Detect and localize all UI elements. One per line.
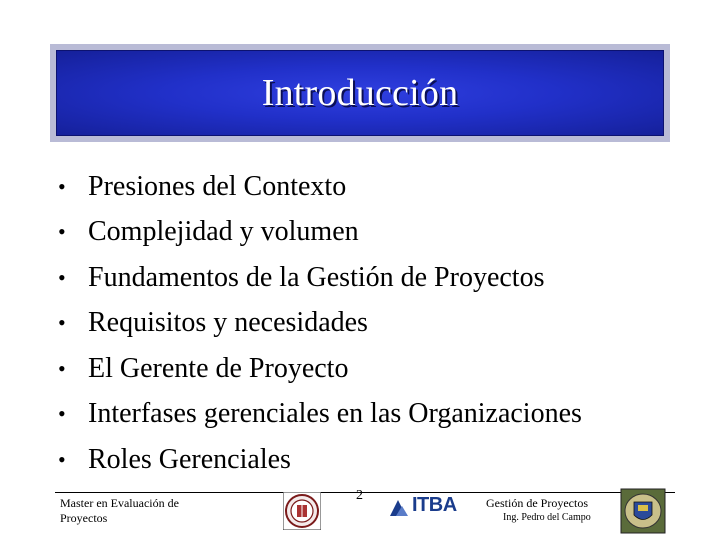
itba-logo-text: ITBA [412,494,457,516]
bullet-text: El Gerente de Proyecto [88,352,349,384]
footer-course-line2: Proyectos [60,511,108,525]
university-seal-icon [283,492,321,530]
bullet-icon: • [58,446,66,472]
list-item [58,164,582,210]
bullet-icon: • [58,264,66,290]
list-item [58,346,582,392]
list-item [58,392,582,438]
list-item [58,255,582,301]
bullet-icon: • [58,173,66,199]
bullet-icon: • [58,355,66,381]
footer-course-line1: Master en Evaluación de [60,496,179,510]
bullet-text: Requisitos y necesidades [88,307,368,339]
bullet-icon: • [58,401,66,427]
bullet-text: Complejidad y volumen [88,216,359,248]
crest-icon [620,488,666,534]
bullet-icon: • [58,310,66,336]
bullet-text: Presiones del Contexto [88,170,347,202]
bullet-text: Fundamentos de la Gestión de Proyectos [88,261,545,293]
list-item [58,301,582,347]
bullet-text: Roles Gerenciales [88,443,291,475]
bullet-text: Interfases gerenciales en las Organizaciones [88,398,582,430]
title-banner [50,44,670,142]
list-item [58,437,582,483]
footer-divider [55,492,675,493]
footer-author: Ing. Pedro del Campo [503,512,591,523]
footer-course [60,496,200,526]
bullet-list [58,164,582,483]
bullet-icon: • [58,219,66,245]
page-number: 2 [356,488,363,503]
slide-title: Introducción [261,72,459,114]
list-item [58,210,582,256]
title-bar [56,50,664,136]
footer-subject: Gestión de Proyectos [486,496,588,510]
